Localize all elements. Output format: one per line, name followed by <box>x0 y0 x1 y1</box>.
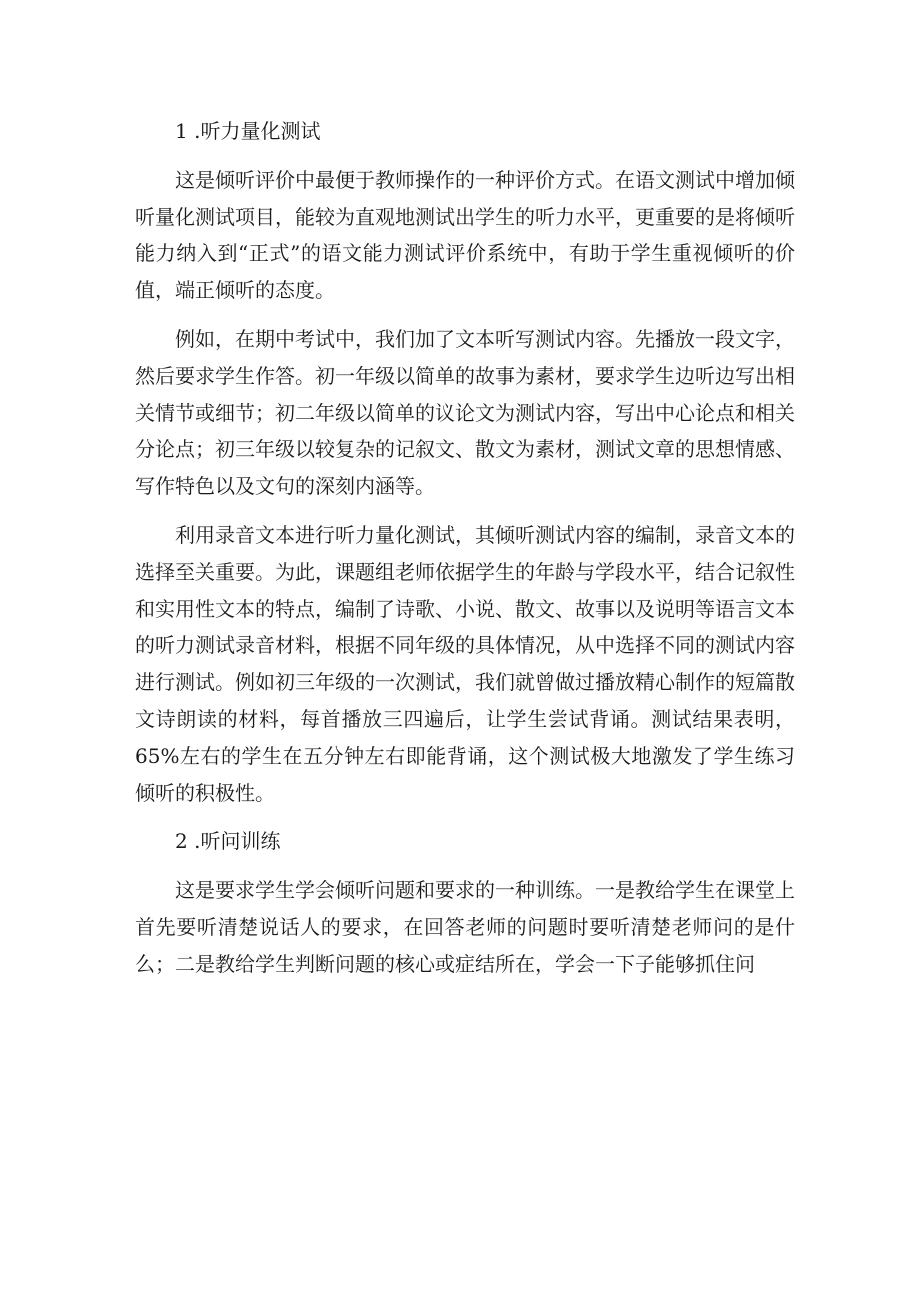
section-heading-2: 2 .听问训练 <box>175 829 281 854</box>
paragraph-1-2: 例如，在期中考试中，我们加了文本听写测试内容。先播放一段文字，然后要求学生作答。初一年级以简单的故事为素材，要求学生边听边写出相关情节或细节；初二年级以简单的议论文为测试内容，写出中心论点和相关分论点；初三年级以较复杂的记叙文、散文为素材，测试文章的思想情感、写作特色以及文句的深刻内涵等。 <box>135 326 795 499</box>
paragraph-2-1: 这是要求学生学会倾听问题和要求的一种训练。一是教给学生在课堂上首先要听清楚说话人的要求，在回答老师的问题时要听清楚老师问的是什么；二是教给学生判断问题的核心或症结所在，学会一下子能够抓住问 <box>135 878 795 976</box>
paragraph-1-1: 这是倾听评价中最便于教师操作的一种评价方式。在语文测试中增加倾听量化测试项目，能较为直观地测试出学生的听力水平，更重要的是将倾听能力纳入到“正式”的语文能力测试评价系统中，有助于学生重视倾听的价值，端正倾听的态度。 <box>135 167 795 303</box>
document-body <box>135 113 795 983</box>
paragraph-1-3: 利用录音文本进行听力量化测试，其倾听测试内容的编制，录音文本的选择至关重要。为此，课题组老师依据学生的年龄与学段水平，结合记叙性和实用性文本的特点，编制了诗歌、小说、散文、故事以及说明等语言文本的听力测试录音材料，根据不同年级的具体情况，从中选择不同的测试内容进行测试。例如初三年级的一次测试，我们就曾做过播放精心制作的短篇散文诗朗读的材料，每首播放三四遍后，让学生尝试背诵。测试结果表明，65%左右的学生在五分钟左右即能背诵，这个测试极大地激发了学生练习倾听的积极性。 <box>135 522 795 805</box>
section-heading-1: 1 .听力量化测试 <box>175 119 321 143</box>
